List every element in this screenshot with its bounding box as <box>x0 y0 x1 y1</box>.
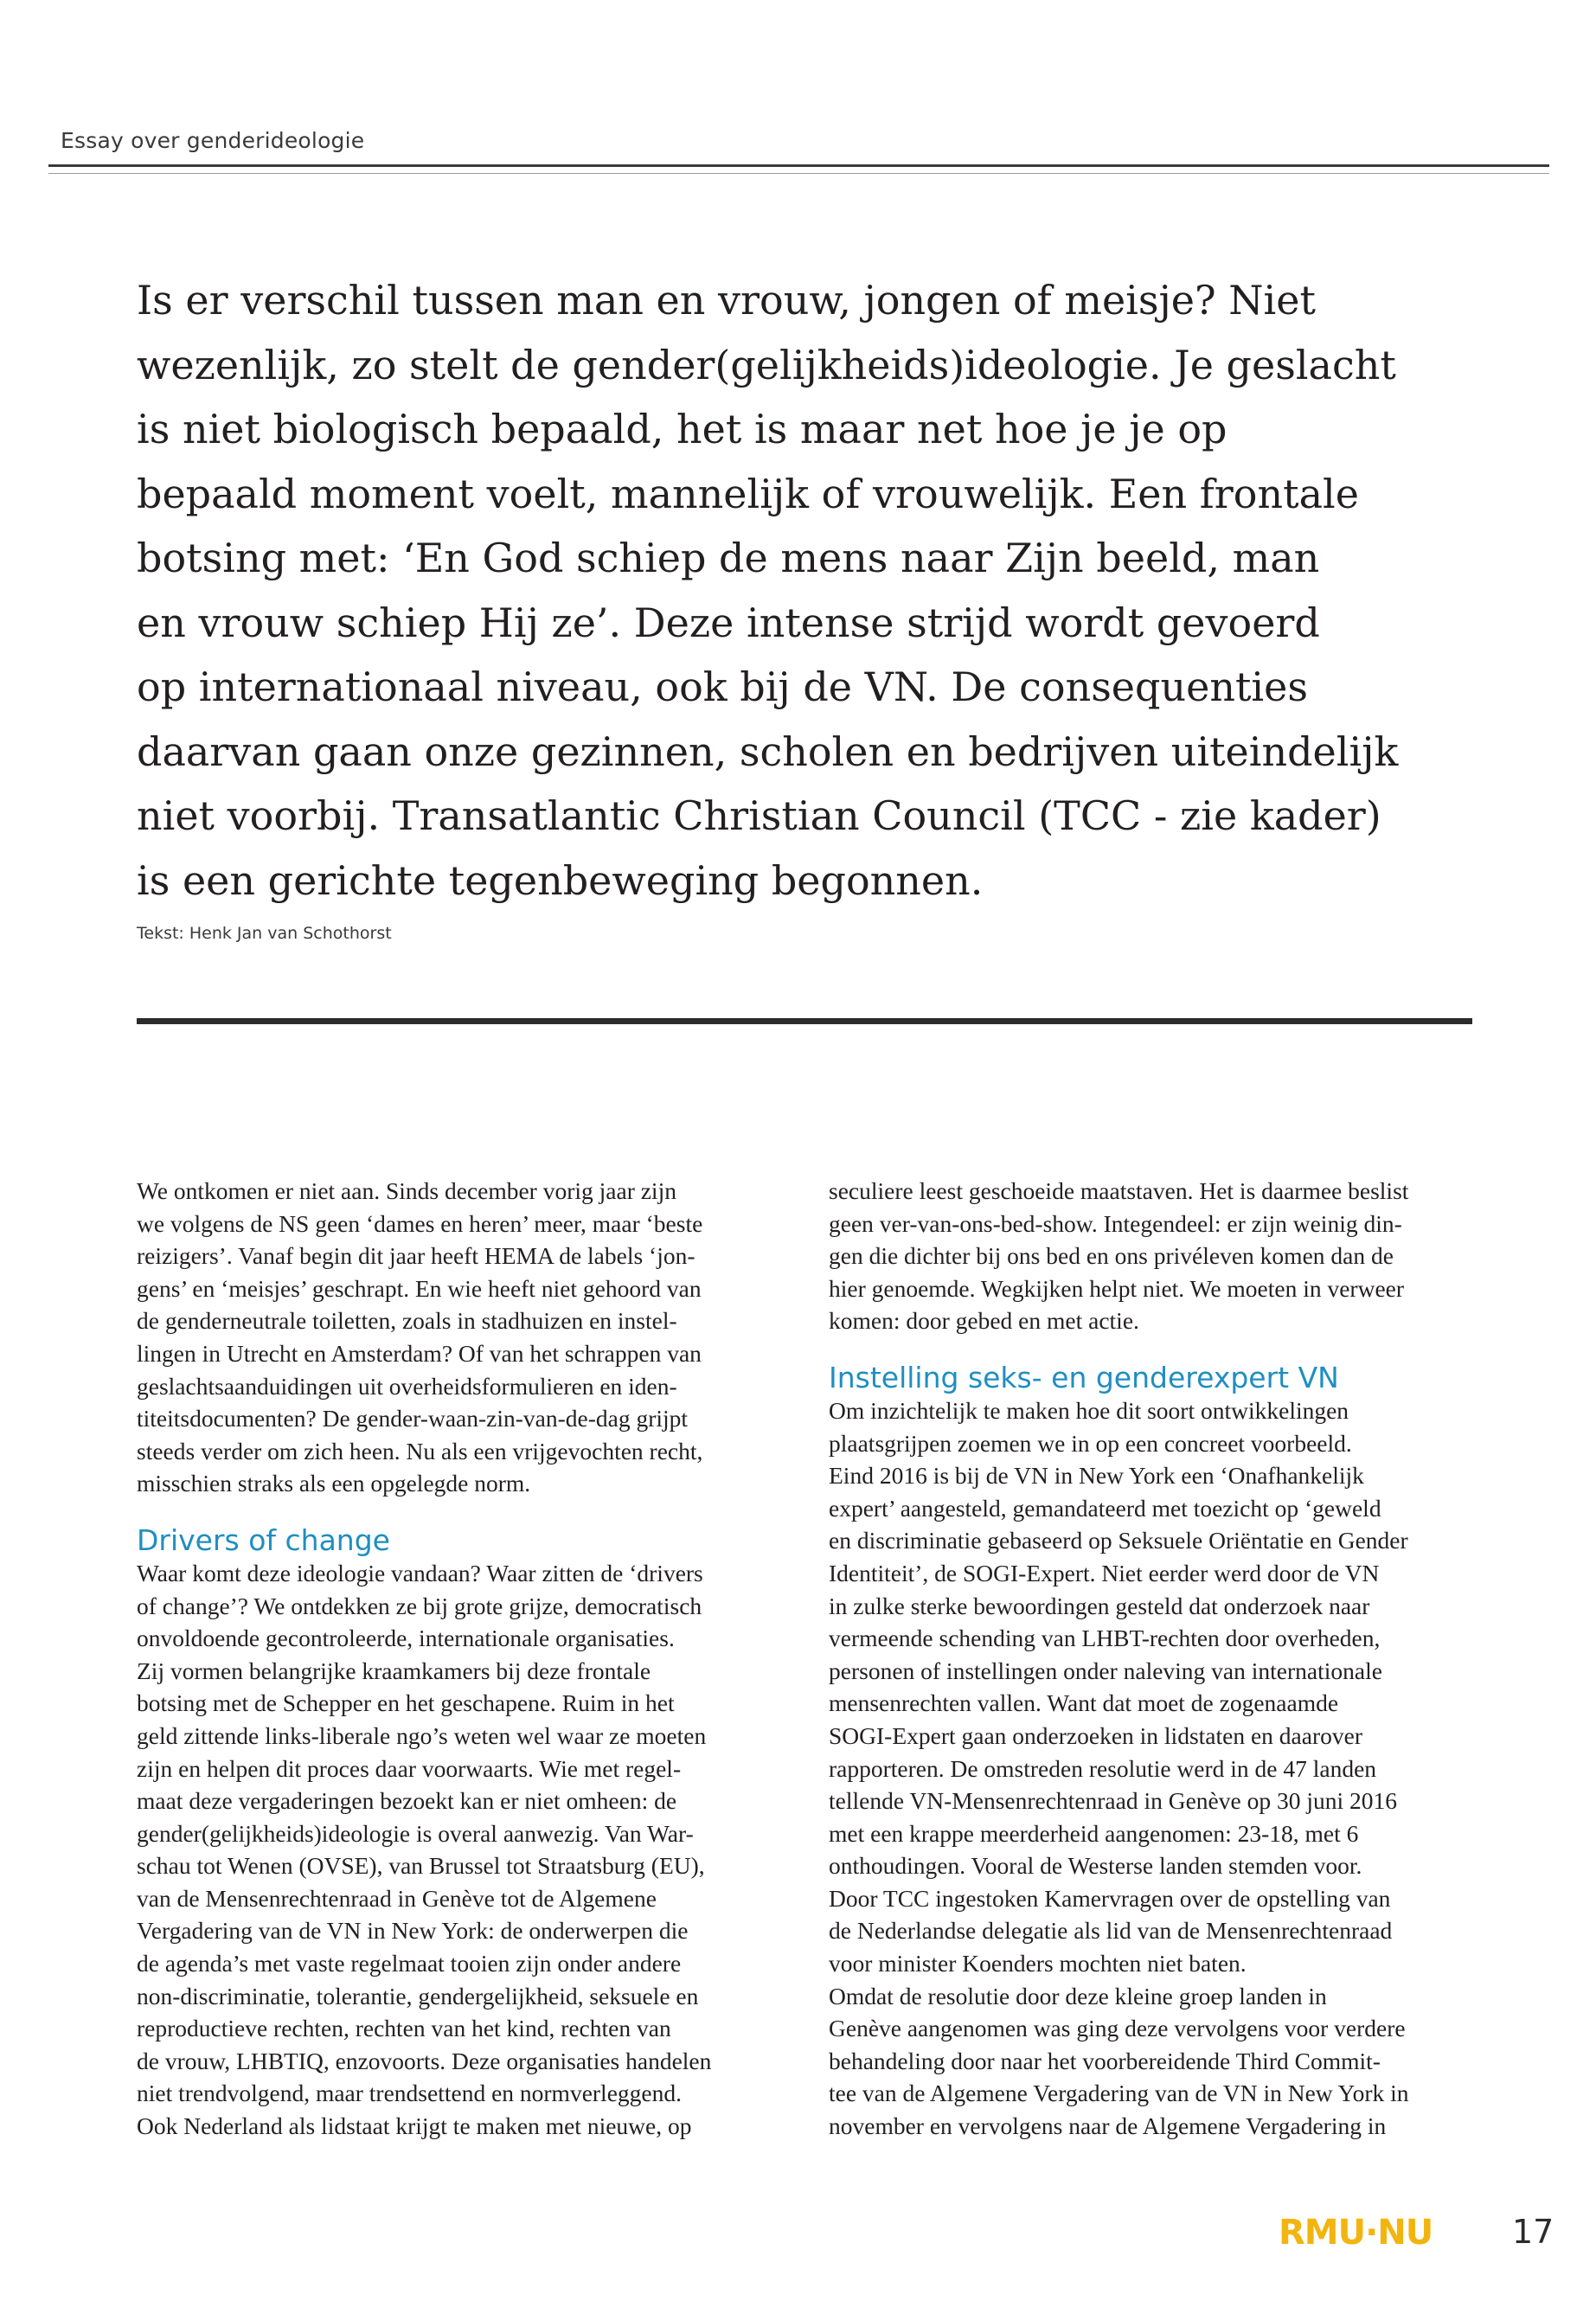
left-paragraph-2 <box>137 1557 777 2143</box>
section-divider <box>137 1018 1472 1024</box>
body-line: voor minister Koenders mochten niet baten. <box>829 1950 1247 1977</box>
right-paragraph-1 <box>829 1175 1469 1337</box>
body-line: maat deze vergaderingen bezoekt kan er niet omheen: de <box>137 1787 677 1815</box>
body-line: en discriminatie gebaseerd op Seksuele Oriëntatie en Gender <box>829 1527 1408 1554</box>
body-line: de vrouw, LHBTIQ, enzovoorts. Deze organisaties handelen <box>137 2047 712 2074</box>
header-rule-thin <box>48 173 1549 174</box>
body-line: vermeende schending van LHBT-rechten door overheden, <box>829 1625 1381 1652</box>
body-line: non-discriminatie, tolerantie, gendergelijkheid, seksuele en <box>137 1982 699 2009</box>
body-line: titeitsdocumenten? De gender-waan-zin-van-de-dag grijpt <box>137 1405 689 1433</box>
intro-line: daarvan gaan onze gezinnen, scholen en bedrijven uiteindelijk <box>137 727 1399 775</box>
body-line: de agenda’s met vaste regelmaat tooien zijn onder andere <box>137 1950 682 1977</box>
body-line: gen die dichter bij ons bed en ons privéleven komen dan de <box>829 1242 1394 1270</box>
body-line: SOGI-Expert gaan onderzoeken in lidstaten en daarover <box>829 1721 1362 1749</box>
body-line: Genève aangenomen was ging deze vervolgens voor verdere <box>829 2015 1406 2042</box>
body-line: geslachtsaanduidingen uit overheidsformulieren en iden- <box>137 1372 677 1400</box>
body-line: Door TCC ingestoken Kamervragen over de opstelling van <box>829 1884 1391 1912</box>
body-line: lingen in Utrecht en Amsterdam? Of van het schrappen van <box>137 1339 702 1367</box>
body-line: Zij vormen belangrijke kraamkamers bij deze frontale <box>137 1657 651 1684</box>
left-column <box>137 1175 777 2143</box>
body-line: reproductieve rechten, rechten van het kind, rechten van <box>137 2015 671 2042</box>
intro-line: bepaald moment voelt, mannelijk of vrouwelijk. Een frontale <box>137 470 1359 517</box>
body-line: personen of instellingen onder naleving van internationale <box>829 1657 1382 1684</box>
body-line: onvoldoende gecontroleerde, internationale organisaties. <box>137 1625 675 1652</box>
page-number: 17 <box>1512 2213 1554 2251</box>
intro-line: botsing met: ‘En God schiep de mens naar Zijn beeld, man <box>137 535 1320 581</box>
body-line: Om inzichtelijk te maken hoe dit soort ontwikkelingen <box>829 1396 1349 1424</box>
header-rule-thick <box>48 164 1549 167</box>
body-line: expert’ aangesteld, gemandateerd met toezicht op ‘geweld <box>829 1494 1381 1522</box>
right-column <box>829 1175 1469 2143</box>
author-byline: Tekst: Henk Jan van Schothorst <box>137 924 392 943</box>
body-line: Identiteit’, de SOGI-Expert. Niet eerder werd door de VN <box>829 1559 1380 1586</box>
intro-paragraph <box>137 268 1486 913</box>
body-line: de Nederlandse delegatie als lid van de Mensenrechtenraad <box>829 1917 1393 1945</box>
subheading-drivers-of-change: Drivers of change <box>137 1522 390 1557</box>
body-line: steeds verder om zich heen. Nu als een vrijgevochten recht, <box>137 1437 703 1465</box>
body-line: onthoudingen. Vooral de Westerse landen stemden voor. <box>829 1852 1362 1880</box>
running-header: Essay over genderideologie <box>61 128 365 153</box>
body-line: de genderneutrale toiletten, zoals in stadhuizen en instel- <box>137 1307 677 1335</box>
body-line: plaatsgrijpen zoemen we in op een concreet voorbeeld. <box>829 1429 1352 1457</box>
rmu-nu-logo: RMU·NU <box>1279 2213 1433 2253</box>
body-line: komen: door gebed en met actie. <box>829 1307 1139 1335</box>
intro-line: niet voorbij. Transatlantic Christian Council (TCC - zie kader) <box>137 792 1381 839</box>
body-line: niet trendvolgend, maar trendsettend en normverleggend. <box>137 2080 682 2107</box>
intro-line: is niet biologisch bepaald, het is maar net hoe je je op <box>137 406 1227 452</box>
body-line: zijn en helpen dit proces daar voorwaarts. Wie met regel- <box>137 1754 682 1782</box>
body-line: of change’? We ontdekken ze bij grote grijze, democratisch <box>137 1592 702 1619</box>
body-line: Vergadering van de VN in New York: de onderwerpen die <box>137 1917 689 1945</box>
right-paragraph-2 <box>829 1394 1469 2143</box>
left-paragraph-1 <box>137 1175 777 1500</box>
body-line: rapporteren. De omstreden resolutie werd in de 47 landen <box>829 1754 1377 1782</box>
body-line: Waar komt deze ideologie vandaan? Waar zitten de ‘drivers <box>137 1559 703 1586</box>
body-line: gender(gelijkheids)ideologie is overal aanwezig. Van War- <box>137 1819 694 1847</box>
body-line: geld zittende links-liberale ngo’s weten wel waar ze moeten <box>137 1721 707 1749</box>
body-line: geen ver-van-ons-bed-show. Integendeel: er zijn weinig din- <box>829 1209 1402 1237</box>
body-line: met een krappe meerderheid aangenomen: 23-18, met 6 <box>829 1819 1359 1847</box>
intro-line: en vrouw schiep Hij ze’. Deze intense strijd wordt gevoerd <box>137 599 1320 646</box>
body-line: van de Mensenrechtenraad in Genève tot de Algemene <box>137 1884 657 1912</box>
intro-line: is een gerichte tegenbeweging begonnen. <box>137 856 984 904</box>
body-line: botsing met de Schepper en het geschapene. Ruim in het <box>137 1689 675 1717</box>
body-line: in zulke sterke bewoordingen gesteld dat onderzoek naar <box>829 1592 1370 1619</box>
body-line: mensenrechten vallen. Want dat moet de zogenaamde <box>829 1689 1339 1717</box>
intro-line: op internationaal niveau, ook bij de VN. De consequenties <box>137 663 1308 710</box>
body-line: Ook Nederland als lidstaat krijgt te maken met nieuwe, op <box>137 2112 692 2140</box>
intro-line: Is er verschil tussen man en vrouw, jongen of meisje? Niet <box>137 277 1316 324</box>
body-line: misschien straks als een opgelegde norm. <box>137 1470 531 1497</box>
subheading-instelling-seks-en-genderexpert: Instelling seks- en genderexpert VN <box>829 1360 1339 1394</box>
body-line: seculiere leest geschoeide maatstaven. Het is daarmee beslist <box>829 1177 1409 1204</box>
body-line: november en vervolgens naar de Algemene Vergadering in <box>829 2112 1387 2140</box>
body-line: gens’ en ‘meisjes’ geschrapt. En wie heeft niet gehoord van <box>137 1274 702 1302</box>
body-line: tellende VN-Mensenrechtenraad in Genève op 30 juni 2016 <box>829 1787 1397 1815</box>
body-line: hier genoemde. Wegkijken helpt niet. We moeten in verweer <box>829 1274 1405 1302</box>
body-line: Omdat de resolutie door deze kleine groep landen in <box>829 1982 1327 2009</box>
intro-line: wezenlijk, zo stelt de gender(gelijkheids)ideologie. Je geslacht <box>137 341 1396 388</box>
body-line: we volgens de NS geen ‘dames en heren’ meer, maar ‘beste <box>137 1209 703 1237</box>
body-line: tee van de Algemene Vergadering van de VN in New York in <box>829 2080 1409 2107</box>
body-line: schau tot Wenen (OVSE), van Brussel tot Straatsburg (EU), <box>137 1852 705 1880</box>
body-line: Eind 2016 is bij de VN in New York een ‘Onafhankelijk <box>829 1462 1364 1490</box>
body-line: behandeling door naar het voorbereidende Third Commit- <box>829 2047 1381 2074</box>
body-line: reizigers’. Vanaf begin dit jaar heeft HEMA de labels ‘jon- <box>137 1242 695 1270</box>
body-line: We ontkomen er niet aan. Sinds december vorig jaar zijn <box>137 1177 676 1204</box>
